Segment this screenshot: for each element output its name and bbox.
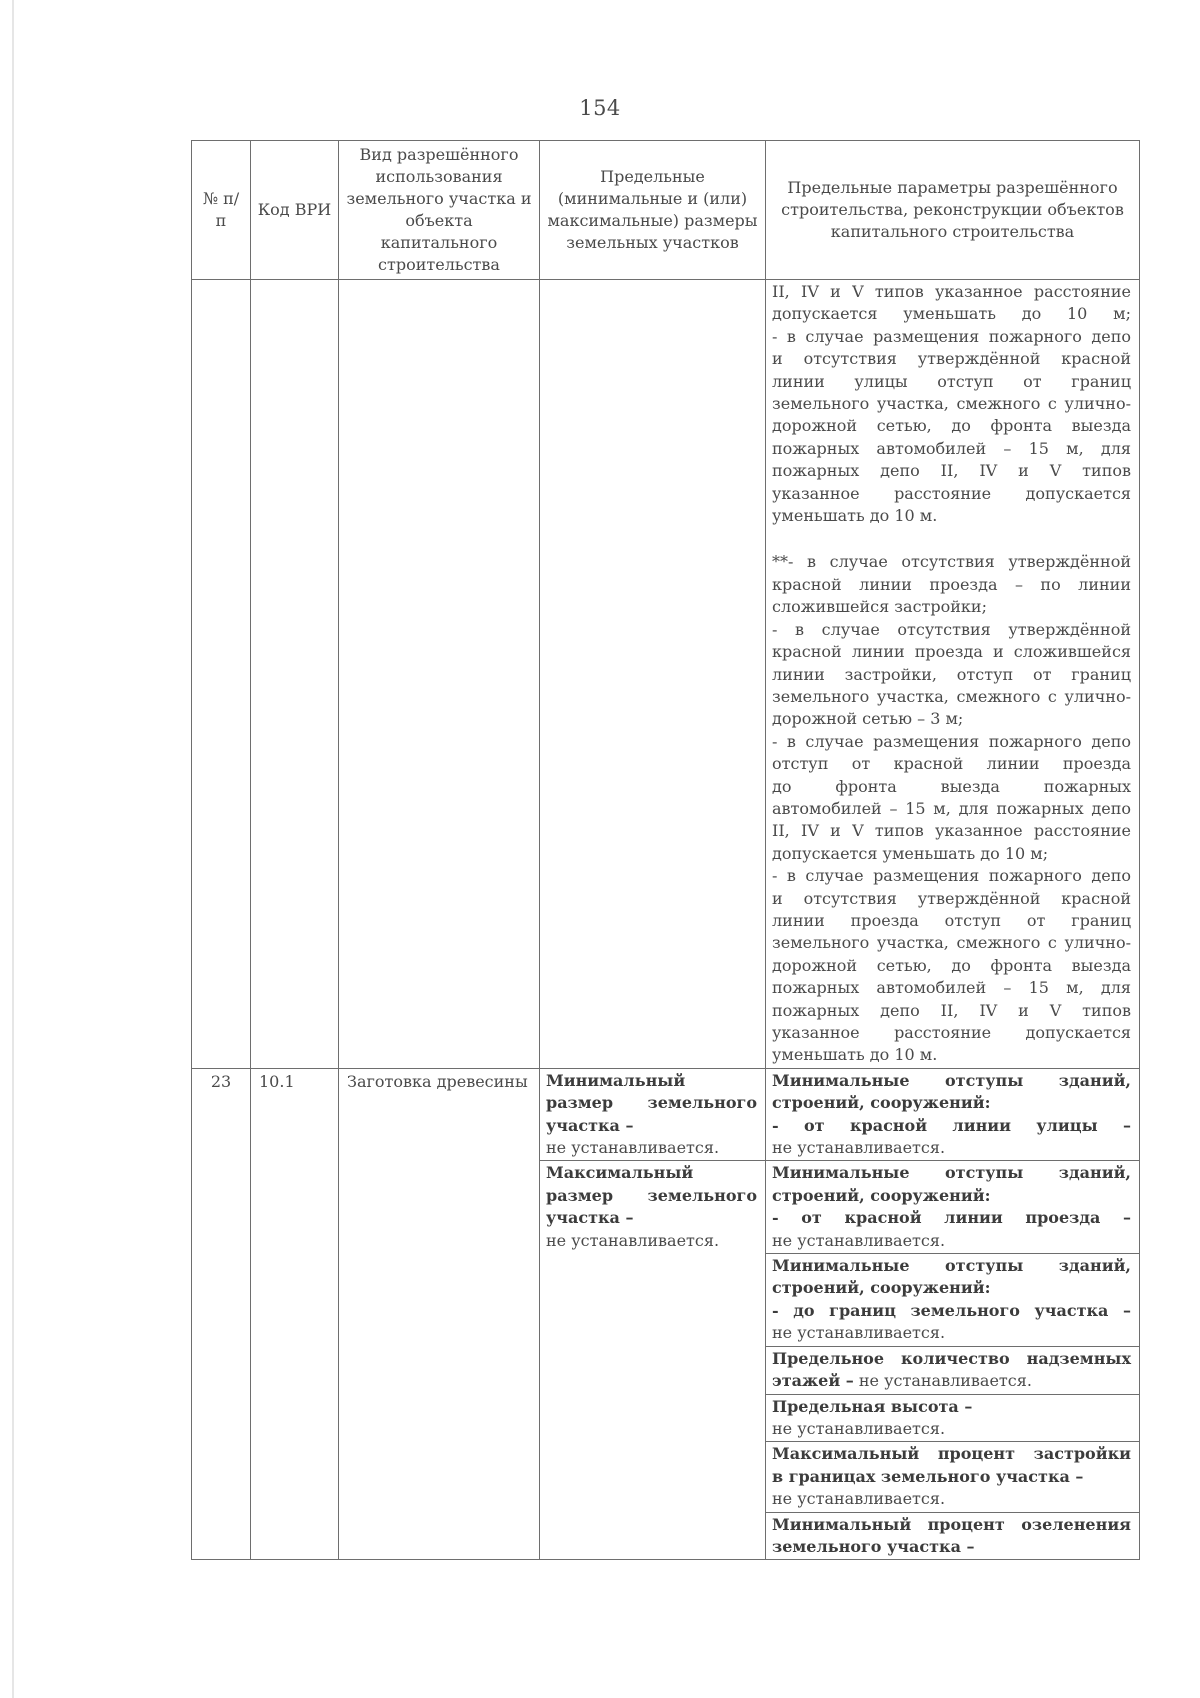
header-use: Вид разрешённого использования земельного участка и объекта капитального строительства: [339, 141, 540, 280]
size-max-block: Максимальный размер земельного участка – не устанавливается.: [540, 1160, 765, 1253]
header-size: Предельные (минимальные и (или) максимальные) размеры земельных участков: [540, 141, 766, 280]
continuation-row: [192, 280, 1140, 1069]
header-num: № п/п: [192, 141, 251, 280]
page-number: 154: [579, 96, 621, 120]
regulations-table: [191, 140, 1140, 1560]
header-params: Предельные параметры разрешённого строительства, реконструкции объектов капитального строительства: [766, 141, 1140, 280]
continuation-params-cell: [766, 280, 1140, 1069]
table-row-23: [192, 1068, 1140, 1560]
param-setback-street: Минимальные отступы зданий, строений, сооружений: - от красной линии улицы – не устанавливается.: [772, 1070, 1131, 1158]
continuation-use-cell: [339, 280, 540, 1069]
param-greening: Минимальный процент озеленения земельного участка –: [766, 1512, 1139, 1560]
params-stack: [766, 1069, 1139, 1560]
scan-edge: [12, 0, 14, 1698]
continuation-paragraph-1: II, IV и V типов указанное расстояние допускается уменьшать до 10 м; - в случае размещения пожарного депо и отсутствия утверждённой красной линии улицы отступ от границ земельного участка, смежного с улично- дорожной сетью, до фронта выезда пожарных автомобилей – 15 м, для пожарных депо II, IV и V типов указанное расстояние допускается уменьшать до 10 м.: [772, 282, 1131, 526]
param-floors: Предельное количество надземных этажей – не устанавливается.: [766, 1346, 1139, 1394]
param-setback-boundary: Минимальные отступы зданий, строений, сооружений: - до границ земельного участка – не устанавливается.: [766, 1253, 1139, 1346]
param-height: Предельная высота – не устанавливается.: [766, 1394, 1139, 1442]
continuation-size-cell: [540, 280, 766, 1069]
header-code: Код ВРИ: [251, 141, 339, 280]
continuation-paragraph-2: **- в случае отсутствия утверждённой красной линии проезда – по линии сложившейся застройки; - в случае отсутствия утверждённой красной линии проезда и сложившейся линии застройки, отступ от границ земельного участка, смежного с улично- дорожной сетью – 3 м; - в случае размещения пожарного депо отступ от красной линии проезда до фронта выезда пожарных автомобилей – 15 м, для пожарных депо II, IV и V типов указанное расстояние допускается уменьшать до 10 м; - в случае размещения пожарного депо и отсутствия утверждённой красной линии проезда отступ от границ земельного участка, смежного с улично- дорожной сетью, до фронта выезда пожарных автомобилей – 15 м, для пожарных депо II, IV и V типов указанное расстояние допускается уменьшать до 10 м.: [772, 552, 1131, 1065]
row23-num-cell: 23: [192, 1068, 251, 1560]
param-setback-driveway: Минимальные отступы зданий, строений, сооружений: - от красной линии проезда – не устанавливается.: [766, 1160, 1139, 1253]
row23-code-cell: 10.1: [251, 1068, 339, 1560]
paragraph-gap: [766, 528, 1139, 550]
row23-use-cell: Заготовка древесины: [339, 1068, 540, 1560]
row23-size-cell: [540, 1068, 766, 1560]
param-coverage: Максимальный процент застройки в границах земельного участка – не устанавливается.: [766, 1441, 1139, 1511]
continuation-code-cell: [251, 280, 339, 1069]
size-stack: [540, 1069, 765, 1253]
continuation-num-cell: [192, 280, 251, 1069]
header-row: [192, 141, 1140, 280]
size-min-block: Минимальный размер земельного участка – не устанавливается.: [546, 1070, 757, 1158]
row23-params-cell: [766, 1068, 1140, 1560]
